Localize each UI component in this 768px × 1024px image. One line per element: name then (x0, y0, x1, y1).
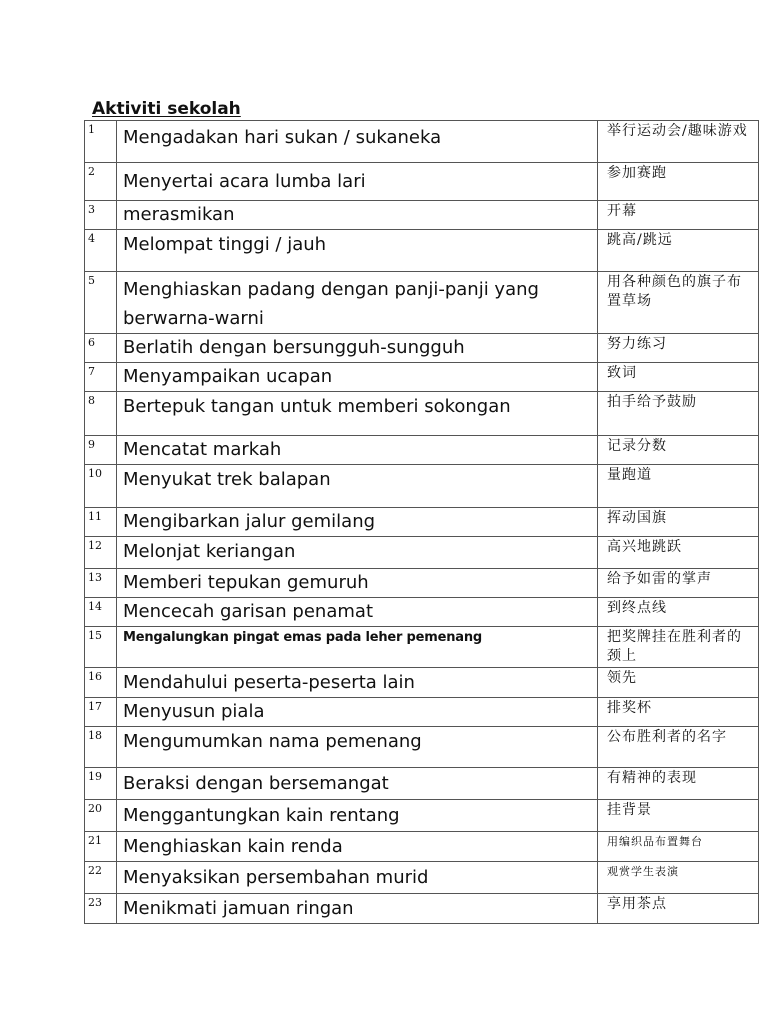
chinese-translation: 致词 (598, 363, 759, 392)
chinese-translation: 挂背景 (598, 800, 759, 832)
chinese-translation: 跳高/跳远 (598, 230, 759, 272)
row-number: 16 (85, 668, 117, 698)
row-number: 14 (85, 598, 117, 627)
row-number: 3 (85, 201, 117, 230)
malay-phrase: Menikmati jamuan ringan (117, 894, 598, 924)
vocabulary-table-body (85, 121, 759, 924)
malay-phrase: Melompat tinggi / jauh (117, 230, 598, 272)
chinese-translation: 记录分数 (598, 436, 759, 465)
chinese-translation: 领先 (598, 668, 759, 698)
table-row (85, 363, 759, 392)
malay-phrase: Mengalungkan pingat emas pada leher pemenang (117, 627, 598, 668)
malay-phrase: Mengibarkan jalur gemilang (117, 508, 598, 537)
table-row (85, 832, 759, 862)
row-number: 12 (85, 537, 117, 569)
table-row (85, 698, 759, 727)
row-number: 11 (85, 508, 117, 537)
table-row (85, 727, 759, 768)
document-title: Aktiviti sekolah (92, 99, 241, 119)
row-number: 8 (85, 392, 117, 436)
table-row (85, 465, 759, 508)
table-row (85, 272, 759, 334)
table-row (85, 768, 759, 800)
malay-phrase: Berlatih dengan bersungguh-sungguh (117, 334, 598, 363)
row-number: 4 (85, 230, 117, 272)
row-number: 23 (85, 894, 117, 924)
malay-phrase: Menghiaskan kain renda (117, 832, 598, 862)
table-row (85, 668, 759, 698)
table-row (85, 598, 759, 627)
chinese-translation: 努力练习 (598, 334, 759, 363)
row-number: 22 (85, 862, 117, 894)
chinese-translation: 拍手给予鼓励 (598, 392, 759, 436)
malay-phrase: Mengadakan hari sukan / sukaneka (117, 121, 598, 163)
table-row (85, 508, 759, 537)
row-number: 2 (85, 163, 117, 201)
chinese-translation: 开幕 (598, 201, 759, 230)
chinese-translation: 到终点线 (598, 598, 759, 627)
table-row (85, 163, 759, 201)
malay-phrase: Mencecah garisan penamat (117, 598, 598, 627)
table-row (85, 436, 759, 465)
row-number: 5 (85, 272, 117, 334)
malay-phrase: Menyukat trek balapan (117, 465, 598, 508)
chinese-translation: 用编织品布置舞台 (598, 832, 759, 862)
table-row (85, 894, 759, 924)
row-number: 20 (85, 800, 117, 832)
malay-phrase: Mencatat markah (117, 436, 598, 465)
chinese-translation: 排奖杯 (598, 698, 759, 727)
table-row (85, 569, 759, 598)
row-number: 10 (85, 465, 117, 508)
row-number: 19 (85, 768, 117, 800)
table-row (85, 862, 759, 894)
chinese-translation: 高兴地跳跃 (598, 537, 759, 569)
malay-phrase: Mengumumkan nama pemenang (117, 727, 598, 768)
chinese-translation: 公布胜利者的名字 (598, 727, 759, 768)
vocabulary-table (84, 120, 759, 924)
malay-phrase: Menggantungkan kain rentang (117, 800, 598, 832)
chinese-translation: 挥动国旗 (598, 508, 759, 537)
row-number: 15 (85, 627, 117, 668)
chinese-translation: 用各种颜色的旗子布置草场 (598, 272, 759, 334)
chinese-translation: 给予如雷的掌声 (598, 569, 759, 598)
chinese-translation: 参加赛跑 (598, 163, 759, 201)
chinese-translation: 享用茶点 (598, 894, 759, 924)
malay-phrase: Menyusun piala (117, 698, 598, 727)
chinese-translation: 把奖牌挂在胜利者的颈上 (598, 627, 759, 668)
row-number: 9 (85, 436, 117, 465)
malay-phrase: Menyampaikan ucapan (117, 363, 598, 392)
table-row (85, 537, 759, 569)
malay-phrase: Bertepuk tangan untuk memberi sokongan (117, 392, 598, 436)
malay-phrase: Mendahului peserta-peserta lain (117, 668, 598, 698)
row-number: 18 (85, 727, 117, 768)
table-row (85, 201, 759, 230)
table-row (85, 121, 759, 163)
row-number: 17 (85, 698, 117, 727)
malay-phrase: Menyertai acara lumba lari (117, 163, 598, 201)
chinese-translation: 有精神的表现 (598, 768, 759, 800)
table-row (85, 230, 759, 272)
malay-phrase: merasmikan (117, 201, 598, 230)
malay-phrase: Memberi tepukan gemuruh (117, 569, 598, 598)
malay-phrase: Menghiaskan padang dengan panji-panji yang berwarna-warni (117, 272, 598, 334)
table-row (85, 627, 759, 668)
malay-phrase: Melonjat keriangan (117, 537, 598, 569)
chinese-translation: 举行运动会/趣味游戏 (598, 121, 759, 163)
row-number: 6 (85, 334, 117, 363)
row-number: 1 (85, 121, 117, 163)
table-row (85, 392, 759, 436)
malay-phrase: Menyaksikan persembahan murid (117, 862, 598, 894)
row-number: 7 (85, 363, 117, 392)
table-row (85, 334, 759, 363)
table-row (85, 800, 759, 832)
chinese-translation: 观赏学生表演 (598, 862, 759, 894)
row-number: 13 (85, 569, 117, 598)
malay-phrase: Beraksi dengan bersemangat (117, 768, 598, 800)
row-number: 21 (85, 832, 117, 862)
chinese-translation: 量跑道 (598, 465, 759, 508)
